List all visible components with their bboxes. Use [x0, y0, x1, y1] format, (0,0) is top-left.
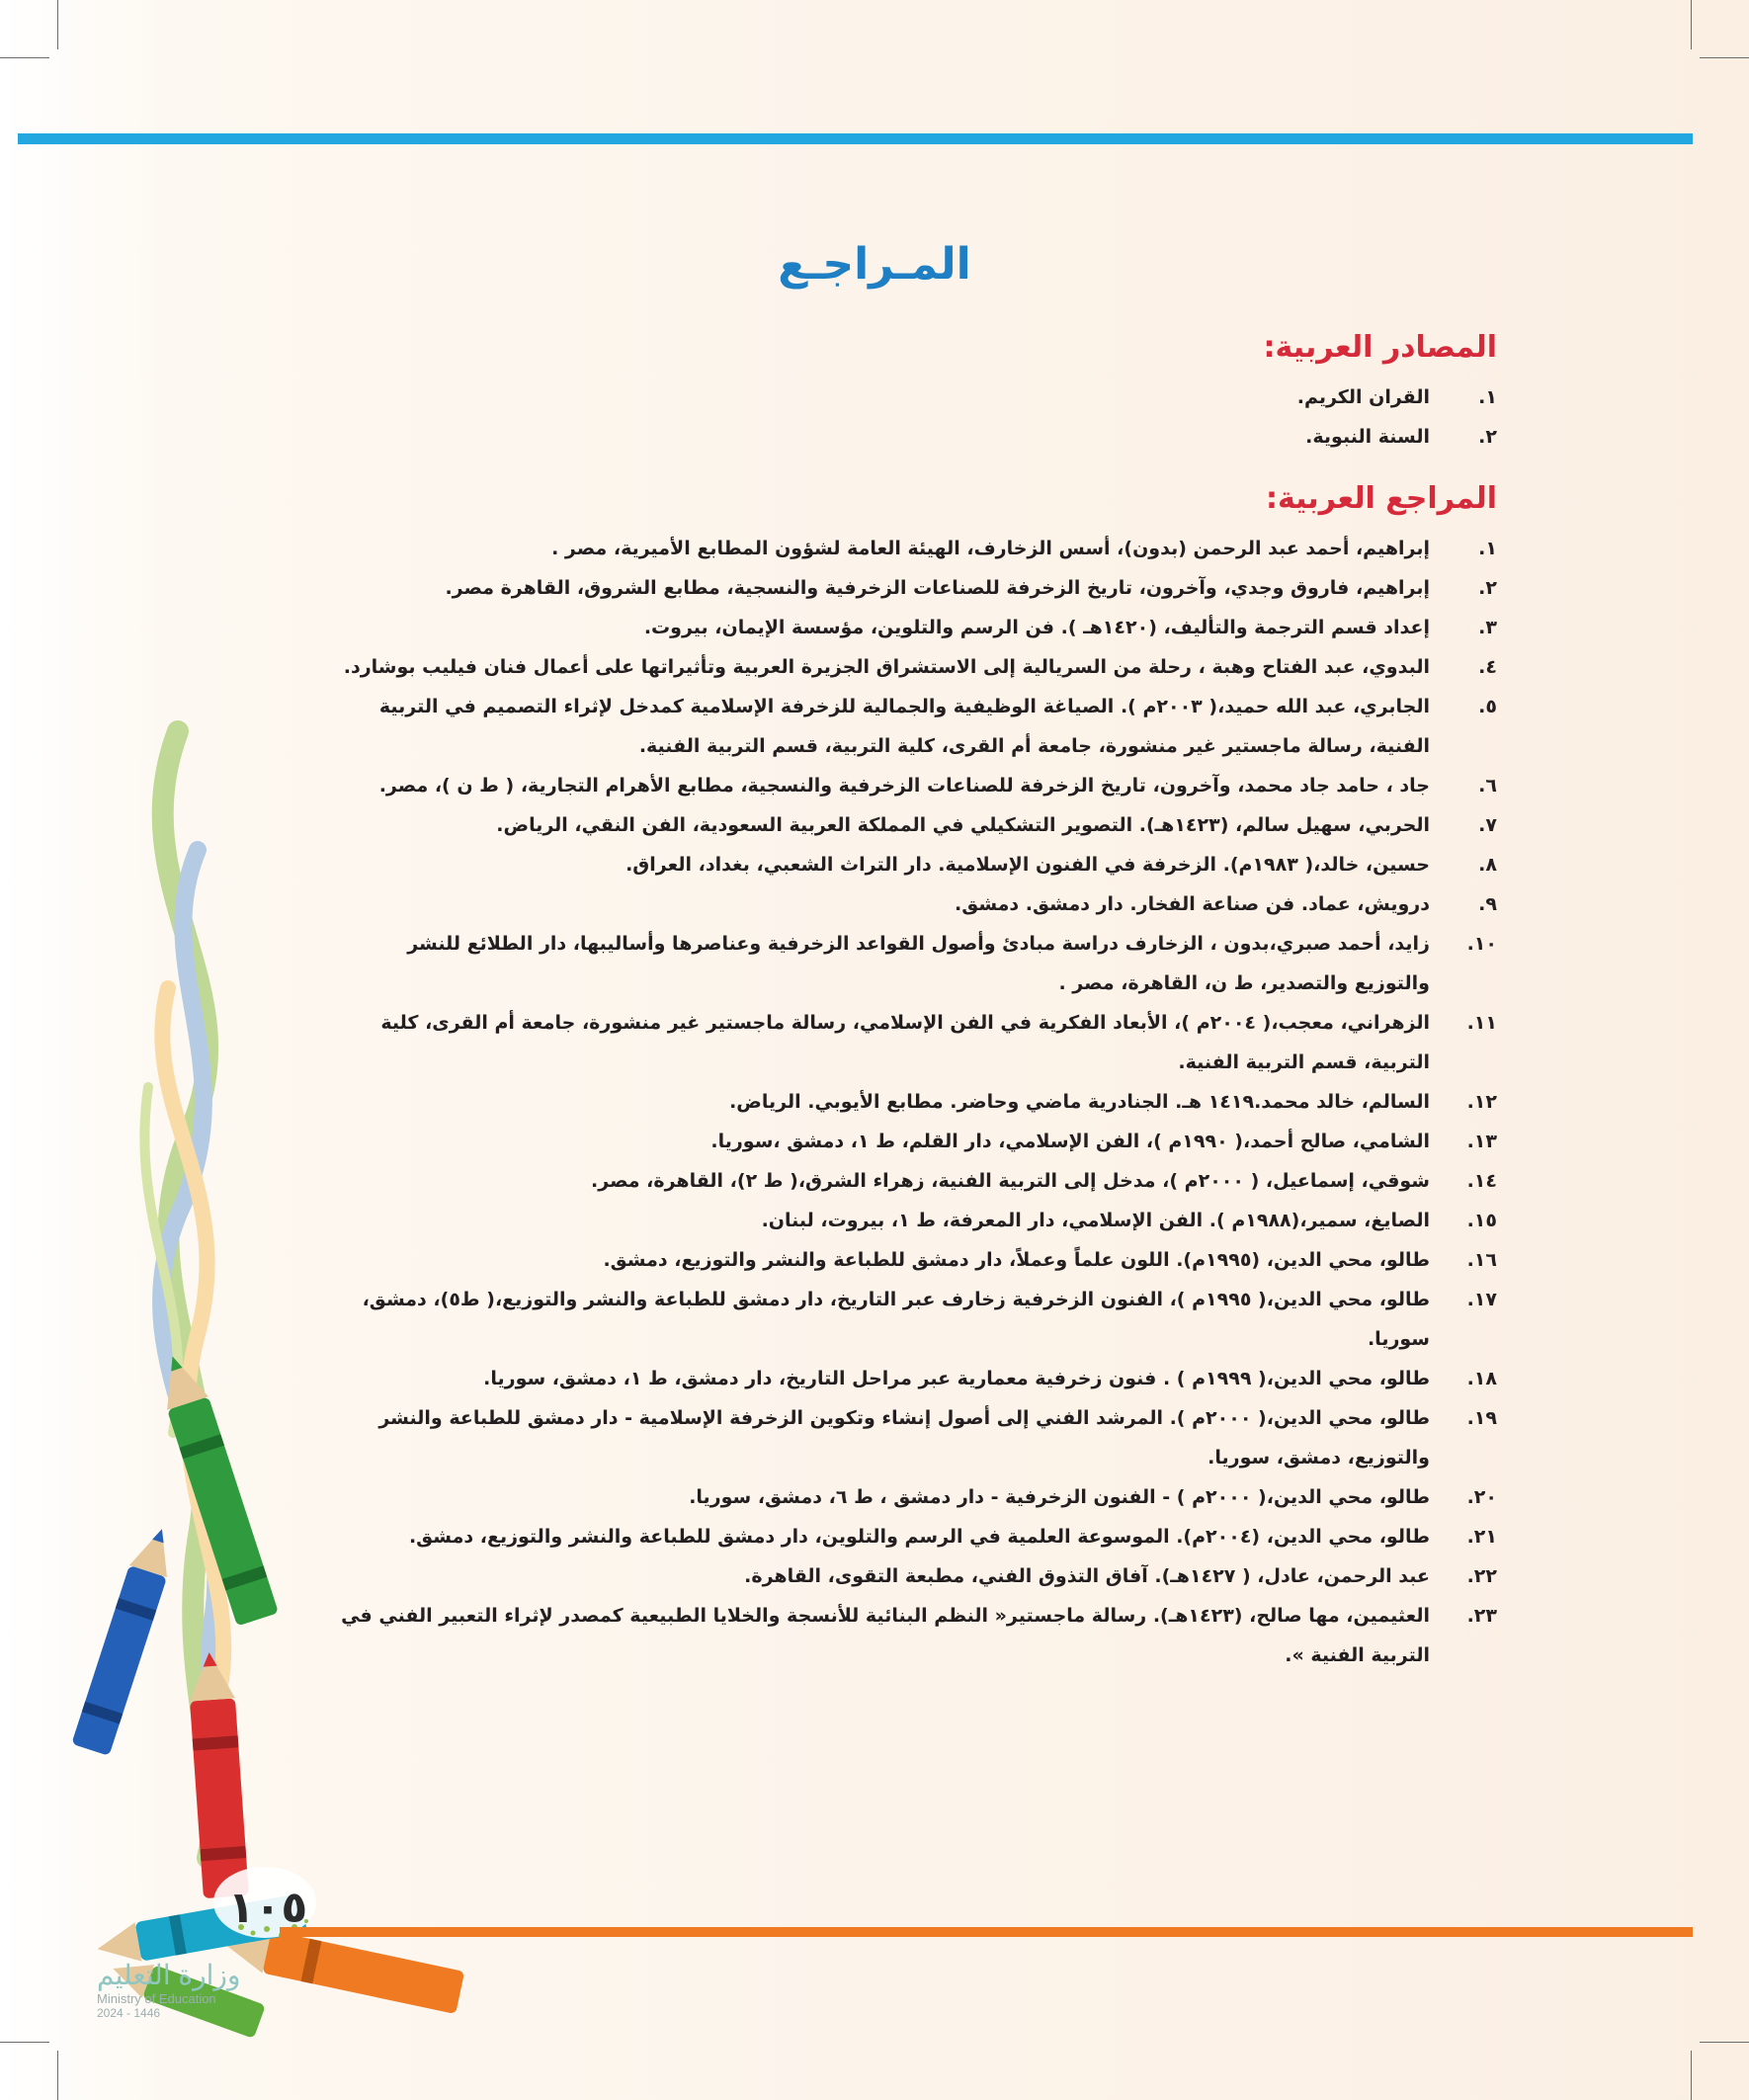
item-number: ٢.	[1478, 577, 1497, 599]
item-number: ٤.	[1478, 656, 1497, 678]
item-number: ١٢.	[1466, 1091, 1497, 1113]
item-text: طالو، محي الدين، (٢٠٠٤م). الموسوعة العلمية في الرسم والتلوين، دار دمشق للطباعة والنشر والتوزيع، دمشق.	[408, 1526, 1430, 1548]
page-title: المـراجـع	[778, 239, 971, 290]
item-text: عبد الرحمن، عادل، ( ١٤٢٧هـ). آفاق التذوق الفني، مطبعة التقوى، القاهرة.	[744, 1565, 1430, 1587]
list-item	[326, 687, 1497, 766]
item-number: ٢٠.	[1466, 1486, 1497, 1508]
ministry-year: 2024 - 1446	[97, 2006, 161, 2020]
list-item	[326, 1201, 1497, 1240]
item-text: درويش، عماد. فن صناعة الفخار. دار دمشق. دمشق.	[954, 893, 1430, 915]
item-text: زايد، أحمد صبري،بدون ، الزخارف دراسة مبادئ وأصول القواعد الزخرفية وعناصرها وأساليبها، دار الطلائع للنشر والتوزيع والتصدير، ط ن، القاهرة، مصر .	[407, 933, 1430, 994]
list-item	[326, 1517, 1497, 1556]
item-number: ٦.	[1478, 775, 1497, 797]
item-text: شوقي، إسماعيل، ( ٢٠٠٠م )، مدخل إلى التربية الفنية، زهراء الشرق،( ط ٢)، القاهرة، مصر.	[591, 1170, 1430, 1192]
item-number: ١.	[1478, 386, 1497, 408]
list-item	[326, 1082, 1497, 1122]
references-heading: المراجع العربية:	[1265, 481, 1497, 516]
red-crayon	[187, 1651, 249, 1899]
list-item	[326, 1003, 1497, 1082]
list-item	[326, 1240, 1497, 1280]
item-number: ٢٢.	[1466, 1565, 1497, 1587]
list-item	[326, 1280, 1497, 1359]
item-number: ١٨.	[1466, 1368, 1497, 1389]
ministry-name-english: Ministry of Education	[97, 1991, 216, 2006]
item-text: طالو، محي الدين،( ١٩٩٥م )، الفنون الزخرفية زخارف عبر التاريخ، دار دمشق للطباعة والنشر والتوزيع،( ط٥)، دمشق، سوريا.	[362, 1289, 1430, 1350]
item-number: ١٧.	[1466, 1289, 1497, 1310]
item-number: ٢٣.	[1466, 1605, 1497, 1627]
item-number: ٢.	[1478, 426, 1497, 448]
item-text: طالو، محي الدين،( ٢٠٠٠م ). المرشد الفني إلى أصول إنشاء وتكوين الزخرفة الإسلامية - دار دمشق للطباعة والنشر والتوزيع، دمشق، سوريا.	[378, 1407, 1430, 1469]
item-number: ١١.	[1466, 1012, 1497, 1034]
list-item	[326, 884, 1497, 924]
list-item	[326, 1556, 1497, 1596]
list-item	[326, 378, 1497, 417]
list-item	[326, 647, 1497, 687]
bottom-rule	[280, 1927, 1693, 1937]
item-text: العثيمين، مها صالح، (١٤٢٣هـ). رسالة ماجستير« النظم البنائية للأنسجة والخلايا الطبيعية كمصدر لإثراء التعبير الفني في التربية الفنية ».	[341, 1605, 1430, 1666]
blue-crayon	[71, 1523, 181, 1756]
item-text: السالم، خالد محمد.١٤١٩ هـ. الجنادرية ماضي وحاضر. مطابع الأيوبي. الرياض.	[729, 1091, 1430, 1113]
list-item	[326, 1122, 1497, 1161]
list-item	[326, 924, 1497, 1003]
references-list	[326, 529, 1497, 1675]
ministry-name-arabic: وزارة التعليم	[97, 1960, 241, 1990]
sources-list	[326, 378, 1497, 457]
item-number: ١٣.	[1466, 1131, 1497, 1152]
list-item	[326, 766, 1497, 805]
item-text: القران الكريم.	[1296, 386, 1430, 408]
item-number: ١.	[1478, 538, 1497, 559]
item-number: ١٩.	[1466, 1407, 1497, 1429]
item-number: ١٤.	[1466, 1170, 1497, 1192]
item-number: ٢١.	[1466, 1526, 1497, 1548]
list-item	[326, 1477, 1497, 1517]
list-item	[326, 1359, 1497, 1398]
item-text: الشامي، صالح أحمد،( ١٩٩٠م )، الفن الإسلامي، دار القلم، ط ١، دمشق ،سوريا.	[710, 1131, 1430, 1152]
item-number: ٥.	[1478, 696, 1497, 717]
list-item	[326, 608, 1497, 647]
list-item	[326, 1161, 1497, 1201]
list-item	[326, 529, 1497, 568]
item-number: ١٠.	[1466, 933, 1497, 955]
list-item	[326, 1596, 1497, 1675]
item-number: ٧.	[1478, 814, 1497, 836]
list-item	[326, 568, 1497, 608]
list-item	[326, 1398, 1497, 1477]
item-number: ٩.	[1478, 893, 1497, 915]
item-number: ٨.	[1478, 854, 1497, 876]
item-number: ١٦.	[1466, 1249, 1497, 1271]
item-text: إعداد قسم الترجمة والتأليف، (١٤٢٠هـ ). فن الرسم والتلوين، مؤسسة الإيمان، بيروت.	[643, 617, 1430, 638]
item-text: جاد ، حامد جاد محمد، وآخرون، تاريخ الزخرفة للصناعات الزخرفية والنسجية، مطابع الأهرام التجارية، ( ط ن )، مصر.	[378, 775, 1430, 797]
item-text: طالو، محي الدين،( ١٩٩٩م ) . فنون زخرفية معمارية عبر مراحل التاريخ، دار دمشق، ط ١، دمشق، سوريا.	[483, 1368, 1430, 1389]
arabic-sources-section	[326, 326, 1497, 457]
item-text: إبراهيم، أحمد عبد الرحمن (بدون)، أسس الزخارف، الهيئة العامة لشؤون المطابع الأميرية، مصر .	[551, 538, 1430, 559]
item-text: الزهراني، معجب،( ٢٠٠٤م )، الأبعاد الفكرية في الفن الإسلامي، رسالة ماجستير غير منشورة، جامعة أم القرى، كلية التربية، قسم التربية الفنية.	[380, 1012, 1430, 1073]
item-text: إبراهيم، فاروق وجدي، وآخرون، تاريخ الزخرفة للصناعات الزخرفية والنسجية، مطابع الشروق، القاهرة مصر.	[445, 577, 1430, 599]
item-text: طالو، محي الدين،( ٢٠٠٠م ) - الفنون الزخرفية - دار دمشق ، ط ٦، دمشق، سوريا.	[689, 1486, 1430, 1508]
list-item	[326, 845, 1497, 884]
item-text: السنة النبوية.	[1305, 426, 1430, 448]
item-number: ١٥.	[1466, 1210, 1497, 1231]
item-number: ٣.	[1478, 617, 1497, 638]
item-text: طالو، محي الدين، (١٩٩٥م). اللون علماً وعملاً، دار دمشق للطباعة والنشر والتوزيع، دمشق.	[603, 1249, 1430, 1271]
arabic-references-section	[326, 477, 1497, 1675]
item-text: الصايغ، سمير،(١٩٨٨م ). الفن الإسلامي، دار المعرفة، ط ١، بيروت، لبنان.	[761, 1210, 1430, 1231]
list-item	[326, 417, 1497, 457]
item-text: الحربي، سهيل سالم، (١٤٢٣هـ). التصوير التشكيلي في المملكة العربية السعودية، الفن النقي، الرياض.	[496, 814, 1430, 836]
item-text: البدوي، عبد الفتاح وهبة ، رحلة من السريالية إلى الاستشراق الجزيرة العربية وتأثيراتها على أعمال فنان فيليب بوشارد.	[343, 656, 1430, 678]
item-text: الجابري، عبد الله حميد،( ٢٠٠٣م ). الصياغة الوظيفية والجمالية للزخرفة الإسلامية كمدخل لإثراء التصميم في التربية الفنية، رسالة ماجستير غير منشورة، جامعة أم القرى، كلية التربية، قسم التربية الفنية.	[378, 696, 1430, 757]
ministry-logo	[97, 1959, 275, 2020]
item-text: حسين، خالد،( ١٩٨٣م). الزخرفة في الفنون الإسلامية. دار التراث الشعبي، بغداد، العراق.	[625, 854, 1430, 876]
sources-heading: المصادر العربية:	[1263, 330, 1497, 365]
list-item	[326, 805, 1497, 845]
page-number: ١٠٥	[227, 1883, 308, 1933]
